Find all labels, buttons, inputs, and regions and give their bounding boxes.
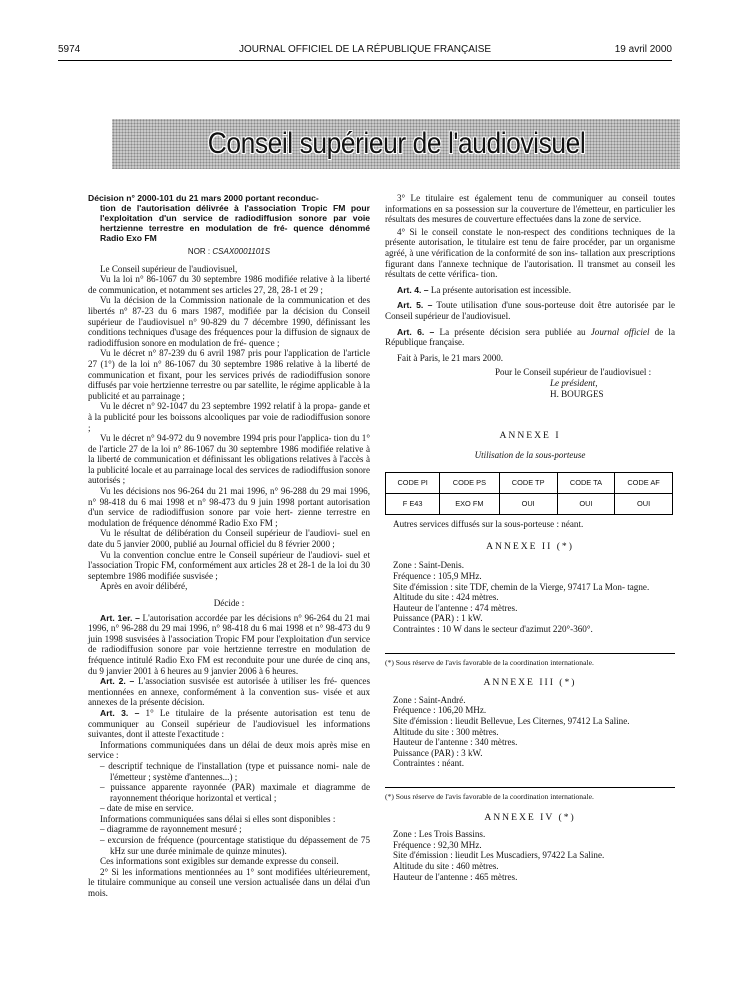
preamble-paragraph: Le Conseil supérieur de l'audiovisuel, <box>100 263 238 274</box>
annex-line: Puissance (PAR) : 3 kW. <box>393 747 483 758</box>
preamble-paragraph: Vu le décret n° 87-239 du 6 avril 1987 pris pour l'application de l'article 27 (1°) de la loi n° 86-1067 du 30 septembre 1986 relative à la liberté de communication et fixant, pour les services privés de radiodiffusion sonore diffusés par voie hertzienne terrestre ou par satellite, le régime applicable à la publicité et au parrainage ; <box>88 348 370 401</box>
table-header-cell: CODE PS <box>440 473 499 494</box>
preamble-paragraph: Vu la décision de la Commission nationale de la communication et des libertés n° 87-23 du 6 mars 1987, modifiée par la décision du Conseil supérieur de l'audiovisuel n° 90-829 du 7 décembre 1990, définissant les conditions techniques d'usage des fréquences pour la diffusion de signaux de radiodiffusion sonore en modulation de fré- quence ; <box>88 295 370 348</box>
signature-role <box>385 378 675 389</box>
annex-line: Altitude du site : 460 mètres. <box>393 860 499 871</box>
signature-role-text: Le président, <box>550 377 598 388</box>
article-1-label: Art. 1er. – <box>100 612 140 623</box>
list-item: – descriptif technique de l'installation (type et puissance nomi- nale de l'émetteur ; système d'antennes...) ; <box>100 760 370 782</box>
annex-line: Contraintes : 10 W dans le secteur d'azimut 220°-360°. <box>393 624 593 635</box>
info-list-a <box>88 761 370 814</box>
nor-line <box>88 247 370 258</box>
annex-1-title: ANNEXE I <box>499 430 561 442</box>
decision-title <box>88 193 370 243</box>
annex-line: Hauteur de l'antenne : 474 mètres. <box>393 602 518 613</box>
annex-line: Hauteur de l'antenne : 340 mètres. <box>393 737 518 748</box>
info-not-required: Ces informations sont exigibles sur demande expresse du conseil. <box>100 856 339 867</box>
annex-line: Zone : Saint-Denis. <box>393 560 464 571</box>
preamble-paragraph: Vu le décret n° 92-1047 du 23 septembre 1992 relatif à la propa- gande et à la publicité pour les boissons alcooliques par voie de radiodiffusion sonore ; <box>88 401 370 433</box>
article-1-text: L'autorisation accordée par les décisions n° 96-264 du 21 mai 1996, n° 96-288 du 29 mai 1996, n° 98-418 du 6 mai 1998 et n° 98-473 du 9 juin 1998 susvisées à l'association Tropic FM pour l'exploitation d'un service de radiodiffusion sonore par voie hertzienne terrestre en modulation de fréquence intitulé Radio Exo FM est reconduite pour une durée de cinq ans, du 9 janvier 2001 à 6 heures au 9 janvier 2006 à 6 heures. <box>88 612 371 676</box>
annex-2-footnote: (*) Sous réserve de l'avis favorable de la coordination internationale. <box>385 653 675 669</box>
article-4-text: La présente autorisation est incessible. <box>430 284 571 295</box>
preamble-paragraph: Après en avoir délibéré, <box>100 581 188 592</box>
preamble-paragraph: Vu la loi n° 86-1067 du 30 septembre 1986 modifiée relative à la liberté de communication, et notamment ses articles 27, 28, 28-1 et 29 ; <box>88 274 370 295</box>
article-3-paragraph-4: 4° Si le conseil constate le non-respect des conditions techniques de la présente autorisation, le titulaire est tenu de faire procéder, par un organisme agréé, à une vérification de la conformité de son ins- tallation aux prescriptions figurant dans l'annexe technique de l'autorisation. Il transmet au conseil les résultats de cette vérifica- tion. <box>385 226 675 280</box>
table-header-cell: CODE AF <box>615 473 673 494</box>
annex-2-title: ANNEXE II (*) <box>486 540 574 552</box>
header-rule <box>58 60 672 61</box>
article-3-label: Art. 3. – <box>100 707 140 718</box>
table-header-row <box>386 473 673 494</box>
preamble-paragraph: Vu la convention conclue entre le Conseil supérieur de l'audiovi- suel et l'association Tropic FM, conformément aux articles 28 et 28-1 de la loi du 30 septembre 1986 modifiée susvisée ; <box>88 549 370 581</box>
annex-2-lines <box>385 560 675 634</box>
table-cell: F E43 <box>386 494 440 515</box>
annex-line: Zone : Les Trois Bassins. <box>393 829 486 840</box>
annex-line: Site d'émission : site TDF, chemin de la Vierge, 97417 La Mon- tagne. <box>393 581 650 592</box>
annex-3-lines <box>385 695 675 769</box>
info-on-request: Informations communiquées sans délai si elles sont disponibles : <box>100 813 336 824</box>
decision-title-lead: Décision n° 2000-101 du 21 mars 2000 portant reconduc- <box>88 193 319 203</box>
article-6-journal: Journal officiel <box>590 326 650 337</box>
annex-1-subtitle: Utilisation de la sous-porteuse <box>474 449 586 460</box>
article-3 <box>88 708 370 740</box>
info-list-b <box>88 824 370 856</box>
article-5-label: Art. 5. – <box>397 300 433 311</box>
annex-line: Site d'émission : lieudit Les Muscadiers, 97422 La Saline. <box>393 850 605 861</box>
info-two-months: Informations communiquées dans un délai de deux mois après mise en service : <box>88 739 370 761</box>
article-3-paragraph-2: 2° Si les informations mentionnées au 1° sont modifiées ultérieurement, le titulaire communique au conseil une version actualisée dans un délai d'un mois. <box>88 866 370 899</box>
annex-4-title: ANNEXE IV (*) <box>484 811 576 823</box>
annex-3-footnote: (*) Sous réserve de l'avis favorable de la coordination internationale. <box>385 787 675 803</box>
preamble-paragraph: Vu les décisions nos 96-264 du 21 mai 1996, n° 96-288 du 29 mai 1996, n° 98-418 du 6 mai 1998 et n° 98-473 du 9 juin 1998 portant autorisation d'un service de radiodiffusion sonore par voie hert- zienne terrestre en modulation de fréquence dénommé Radio Exo FM ; <box>88 486 370 528</box>
list-item: – excursion de fréquence (pourcentage statistique du dépassement de 75 kHz sur une durée minimale de quinze minutes). <box>100 835 370 856</box>
annex-line: Altitude du site : 424 mètres. <box>393 592 499 603</box>
section-banner <box>112 119 680 169</box>
issue-date: 19 avril 2000 <box>614 44 672 55</box>
annex-line: Zone : Saint-André. <box>393 694 466 705</box>
article-6-label: Art. 6. – <box>397 326 435 337</box>
list-item: – puissance apparente rayonnée (PAR) maximale et diagramme de rayonnement théorique horizontal et vertical ; <box>100 782 370 803</box>
page-header <box>58 44 672 58</box>
article-6-text-c: de la République française. <box>385 326 675 348</box>
signature-name: H. BOURGES <box>550 388 604 399</box>
table-header-cell: CODE PI <box>386 473 440 494</box>
annex-line: Site d'émission : lieudit Bellevue, Les Citernes, 97412 La Saline. <box>393 716 630 726</box>
article-2 <box>88 676 370 708</box>
preamble-paragraph: Vu le résultat de délibération du Conseil supérieur de l'audiovi- suel en date du 5 janvier 2000, publié au Journal officiel du 8 février 2000 ; <box>88 528 370 550</box>
table-header-cell: CODE TA <box>557 473 614 494</box>
journal-title: JOURNAL OFFICIEL DE LA RÉPUBLIQUE FRANÇAISE <box>238 44 492 55</box>
signature-line: Pour le Conseil supérieur de l'audiovisuel : <box>495 367 652 378</box>
article-6 <box>385 327 675 348</box>
table-cell: OUI <box>615 494 673 515</box>
article-6-text-a: La présente décision sera publiée au <box>439 326 586 337</box>
annex-line: Fréquence : 92,30 MHz. <box>393 839 482 850</box>
annex-line: Fréquence : 106,20 MHz. <box>393 705 487 716</box>
annex-line: Fréquence : 105,9 MHz. <box>393 571 482 582</box>
preamble-paragraph: Vu le décret n° 94-972 du 9 novembre 1994 pris pour l'applica- tion du 1° de l'article 27 de la loi n° 86-1067 du 30 septembre 1986 modifiée relative à la liberté de communication et définissant les obligations relatives à l'accès à la publicité locale et au parrainage local des services de radiodiffusion sonore autorisés ; <box>88 433 370 486</box>
annex-line: Contraintes : néant. <box>393 758 464 769</box>
article-4-label: Art. 4. – <box>397 284 429 295</box>
list-item: – diagramme de rayonnement mesuré ; <box>100 824 242 835</box>
article-3-paragraph-3: 3° Le titulaire est également tenu de communiquer au conseil toutes informations en sa possession sur la couverture de l'émetteur, en particulier les résultats des mesures de couverture effectuées dans la zone de service. <box>385 193 675 225</box>
table-header-cell: CODE TP <box>499 473 557 494</box>
nor-value: CSAX0001101S <box>212 247 271 256</box>
article-3-text: 1° Le titulaire de la présente autorisation est tenu de communiquer au Conseil supérieur de l'audiovisuel les informations suivantes, dont il atteste l'exactitude : <box>88 707 370 740</box>
list-item: – date de mise en service. <box>100 803 194 814</box>
annex-line: Altitude du site : 300 mètres. <box>393 726 499 737</box>
annex-4-lines <box>385 829 675 882</box>
annex-line: Hauteur de l'antenne : 465 mètres. <box>393 871 518 882</box>
table-cell: EXO FM <box>440 494 499 515</box>
table-cell: OUI <box>499 494 557 515</box>
article-5-text: Toute utilisation d'une sous-porteuse doit être autorisée par le Conseil supérieur de l'audiovisuel. <box>385 300 676 321</box>
annex-3-title: ANNEXE III (*) <box>483 677 577 689</box>
nor-label: NOR : <box>187 247 211 256</box>
decision-title-rest: tion de l'autorisation délivrée à l'association Tropic FM pour l'exploitation d'un service de radiodiffusion sonore par voie hertzienne terrestre en modulation de fré- quence dénommé Radio Exo FM <box>100 203 370 243</box>
preamble <box>88 264 370 592</box>
table-cell: OUI <box>557 494 614 515</box>
page-number: 5974 <box>58 44 81 55</box>
annex-1-other: Autres services diffusés sur la sous-porteuse : néant. <box>393 519 584 530</box>
done-at: Fait à Paris, le 21 mars 2000. <box>397 352 504 363</box>
decide-heading: Décide : <box>213 598 245 608</box>
right-column <box>385 193 675 882</box>
article-2-text: L'association susvisée est autorisée à utiliser les fré- quences mentionnées en annexe, conformément à la convention sus- visée et aux annexes de la présente décision. <box>88 676 370 708</box>
banner-title: Conseil supérieur de l'audiovisuel <box>207 127 585 160</box>
article-4 <box>385 285 675 296</box>
subcarrier-table <box>385 472 673 515</box>
left-column <box>88 193 370 899</box>
annex-line: Puissance (PAR) : 1 kW. <box>393 613 483 624</box>
article-1 <box>88 613 370 677</box>
article-2-label: Art. 2. – <box>100 676 135 687</box>
article-5 <box>385 300 675 321</box>
table-row <box>386 494 673 515</box>
